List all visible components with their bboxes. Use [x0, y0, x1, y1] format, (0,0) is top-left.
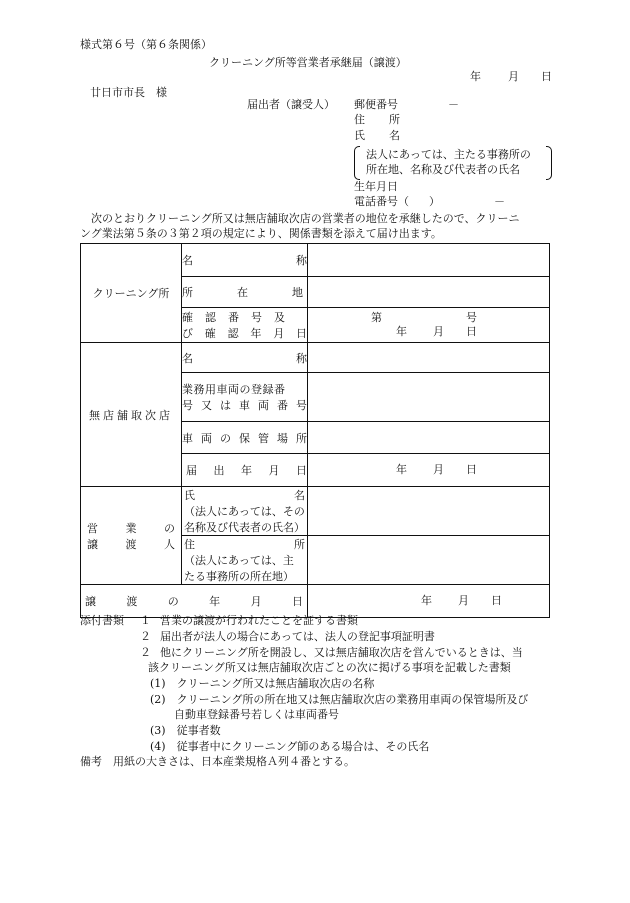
transferor-address-field[interactable]: [308, 536, 550, 585]
attachment-2-num: ２: [140, 630, 151, 643]
form-number: 様式第６号（第６条関係）: [80, 38, 212, 51]
cleaning-name-label: 名 称: [182, 244, 308, 277]
transfer-date-field[interactable]: 年 月 日: [308, 585, 550, 618]
page-title: クリーニング所等営業者承継届（譲渡）: [209, 56, 407, 69]
attachment-3-text: 他にクリーニング所を開設し、又は無店舗取次店を営んでいるときは、当: [160, 646, 523, 659]
date-day-label: 日: [541, 70, 552, 83]
mobile-store-header: 無店舗取次店: [81, 343, 182, 487]
address-label-2: 所: [389, 113, 400, 126]
transferor-address-label: 住 所 （法人にあっては、主 たる事務所の所在地）: [182, 536, 308, 585]
mobile-name-label: 名 称: [182, 343, 308, 373]
date-year-label: 年: [470, 70, 481, 83]
vehicle-storage-label: 車 両 の 保 管 場 所: [182, 422, 308, 454]
postal-label: 郵便番号: [354, 98, 398, 111]
attachment-sub-2-continuation: 自動車登録番号若しくは車両番号: [174, 708, 339, 721]
phone-label: 電話番号（: [354, 195, 409, 208]
remarks: 備考 用紙の大きさは、日本産業規格Ａ列４番とする。: [80, 755, 355, 768]
postal-dash: －: [448, 98, 459, 111]
body-text-line-2: ング業法第５条の３第２項の規定により、関係書類を添えて届け出ます。: [80, 227, 442, 240]
vehicle-storage-field[interactable]: [308, 422, 550, 454]
address-label-1: 住: [354, 113, 365, 126]
attachment-1-text: 営業の譲渡が行われたことを証する書類: [160, 614, 358, 627]
bracket-right: [546, 146, 552, 180]
attachment-sub-2: (2) クリーニング所の所在地又は無店舗取次店の業務用車両の保管場所及び: [150, 693, 529, 706]
transferor-name-field[interactable]: [308, 487, 550, 536]
transferor-header: 営 業 の 譲 渡 人: [81, 487, 182, 585]
notifier-label: 届出者（譲受人）: [247, 98, 335, 111]
vehicle-number-label: 業務用車両の登録番 号 又 は 車 両 番 号: [182, 373, 308, 422]
transfer-date-label: 譲 渡 の 年 月 日: [81, 585, 308, 618]
name-label-2: 名: [389, 129, 400, 142]
attachments-label: 添付書類: [80, 614, 124, 627]
corporate-note-line-1: 法人にあっては、主たる事務所の: [366, 148, 531, 161]
notification-table: [80, 243, 550, 618]
filing-date-field[interactable]: 年 月 日: [308, 454, 550, 487]
cleaning-confirmation-label: 確 認 番 号 及 び 確 認 年 月 日: [182, 308, 308, 343]
attachment-sub-4: (4) 従事者中にクリーニング師のある場合は、その氏名: [150, 740, 430, 753]
cleaning-name-field[interactable]: [308, 244, 550, 277]
cleaning-confirmation-field[interactable]: 第 号 年 月 日: [308, 308, 550, 343]
date-month-label: 月: [508, 70, 519, 83]
vehicle-number-field[interactable]: [308, 373, 550, 422]
phone-dash: －: [494, 195, 505, 208]
birth-date-label: 生年月日: [354, 180, 398, 193]
cleaning-location-label: 所 在 地: [182, 277, 308, 308]
attachment-sub-3: (3) 従事者数: [150, 724, 221, 737]
phone-close: ）: [429, 195, 440, 208]
attachment-3-continuation: 該クリーニング所又は無店舗取次店ごとの次に掲げる事項を記載した書類: [148, 661, 511, 674]
mobile-name-field[interactable]: [308, 343, 550, 373]
body-text-line-1: 次のとおりクリーニング所又は無店舗取次店の営業者の地位を承継したので、クリーニ: [80, 212, 520, 225]
filing-date-label: 届 出 年 月 日: [182, 454, 308, 487]
attachment-3-num: ２: [140, 646, 151, 659]
cleaning-location-field[interactable]: [308, 277, 550, 308]
corporate-note-line-2: 所在地、名称及び代表者の氏名: [366, 163, 520, 176]
attachment-2-text: 届出者が法人の場合にあっては、法人の登記事項証明書: [160, 630, 435, 643]
cleaning-facility-header: クリーニング所: [81, 244, 182, 343]
addressee: 廿日市市長 様: [90, 86, 167, 99]
bracket-left: [354, 146, 360, 180]
name-label-1: 氏: [354, 129, 365, 142]
attachment-sub-1: (1) クリーニング所又は無店舗取次店の名称: [150, 677, 375, 690]
attachment-1-num: １: [140, 614, 151, 627]
transferor-name-label: 氏 名 （法人にあっては、その 名称及び代表者の氏名）: [182, 487, 308, 536]
